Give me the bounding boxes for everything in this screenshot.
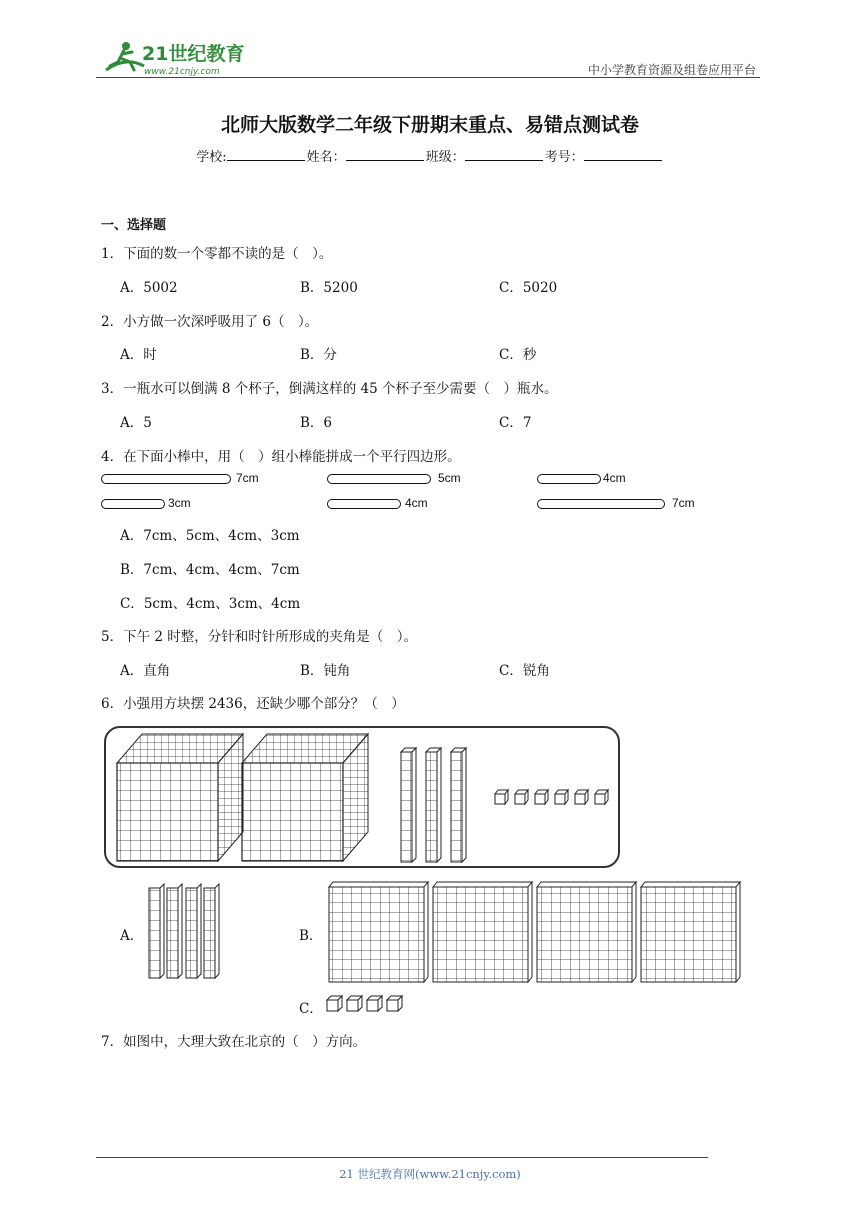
q3-option-c[interactable]: C．7 <box>499 415 532 431</box>
question-6: 6．小强用方块摆 2436，还缺少哪个部分？（ ） <box>101 696 405 712</box>
q5-option-a[interactable]: A．直角 <box>120 663 171 679</box>
thousand-cube-1 <box>117 734 243 861</box>
footer-divider <box>96 1157 708 1158</box>
option-c-unit-cubes[interactable] <box>327 996 402 1011</box>
rod-label: 7cm <box>672 496 695 510</box>
rod-label: 5cm <box>438 471 461 485</box>
page-title: 北师大版数学二年级下册期末重点、易错点测试卷 <box>220 114 639 136</box>
question-2: 2．小方做一次深呼吸用了 6（ ）。 <box>101 314 319 330</box>
q2-option-b[interactable]: B．分 <box>300 347 337 363</box>
question-4: 4．在下面小棒中，用（ ）组小棒能拼成一个平行四边形。 <box>101 449 461 465</box>
platform-name: 中小学教育资源及组卷应用平台 <box>587 63 756 77</box>
name-label: 姓名： <box>306 150 346 165</box>
class-label: 班级： <box>425 150 465 165</box>
question-7: 7．如图中，大理大致在北京的（ ）方向。 <box>101 1034 367 1050</box>
q3-option-a[interactable]: A．5 <box>120 415 152 431</box>
rod-label: 3cm <box>168 496 191 510</box>
exam-no-label: 考号： <box>544 150 584 165</box>
q2-option-c[interactable]: C．秒 <box>499 347 537 363</box>
thousand-cube-2 <box>242 734 368 861</box>
rod-label: 4cm <box>405 496 428 510</box>
section-heading: 一、选择题 <box>101 218 167 233</box>
rod-label: 4cm <box>603 471 626 485</box>
option-b-hundred-flats[interactable] <box>329 882 740 982</box>
q2-option-a[interactable]: A．时 <box>120 347 157 363</box>
q4-option-c[interactable]: C．5cm、4cm、3cm、4cm <box>120 596 301 612</box>
q6-option-a[interactable]: A． <box>120 928 144 944</box>
logo-url: www.21cnjy.com <box>144 67 220 77</box>
rod-label: 7cm <box>236 471 259 485</box>
q1-option-c[interactable]: C．5020 <box>499 280 558 296</box>
question-5: 5．下午 2 时整，分针和时针所形成的夹角是（ ）。 <box>101 629 418 645</box>
q1-option-a[interactable]: A．5002 <box>120 280 178 296</box>
q5-option-b[interactable]: B．钝角 <box>300 663 351 679</box>
q4-option-b[interactable]: B．7cm、4cm、4cm、7cm <box>120 562 300 578</box>
q4-option-a[interactable]: A．7cm、5cm、4cm、3cm <box>120 528 300 544</box>
q5-option-c[interactable]: C．锐角 <box>499 663 550 679</box>
q1-option-b[interactable]: B．5200 <box>300 280 358 296</box>
question-3: 3．一瓶水可以倒满 8 个杯子，倒满这样的 45 个杯子至少需要（ ）瓶水。 <box>101 381 558 397</box>
logo-text: 21世纪教育 <box>142 43 245 65</box>
school-label: 学校: <box>196 150 227 165</box>
question-1: 1．下面的数一个零都不读的是（ ）。 <box>101 246 333 262</box>
q6-option-c[interactable]: C． <box>299 1001 323 1017</box>
unit-cubes-group <box>495 790 608 804</box>
option-a-ten-rods[interactable] <box>149 884 219 978</box>
footer-link[interactable]: 21 世纪教育网(www.21cnjy.com) <box>339 1167 521 1181</box>
q6-option-b[interactable]: B． <box>299 928 323 944</box>
ten-rods-group <box>401 748 466 862</box>
q3-option-b[interactable]: B．6 <box>300 415 333 431</box>
